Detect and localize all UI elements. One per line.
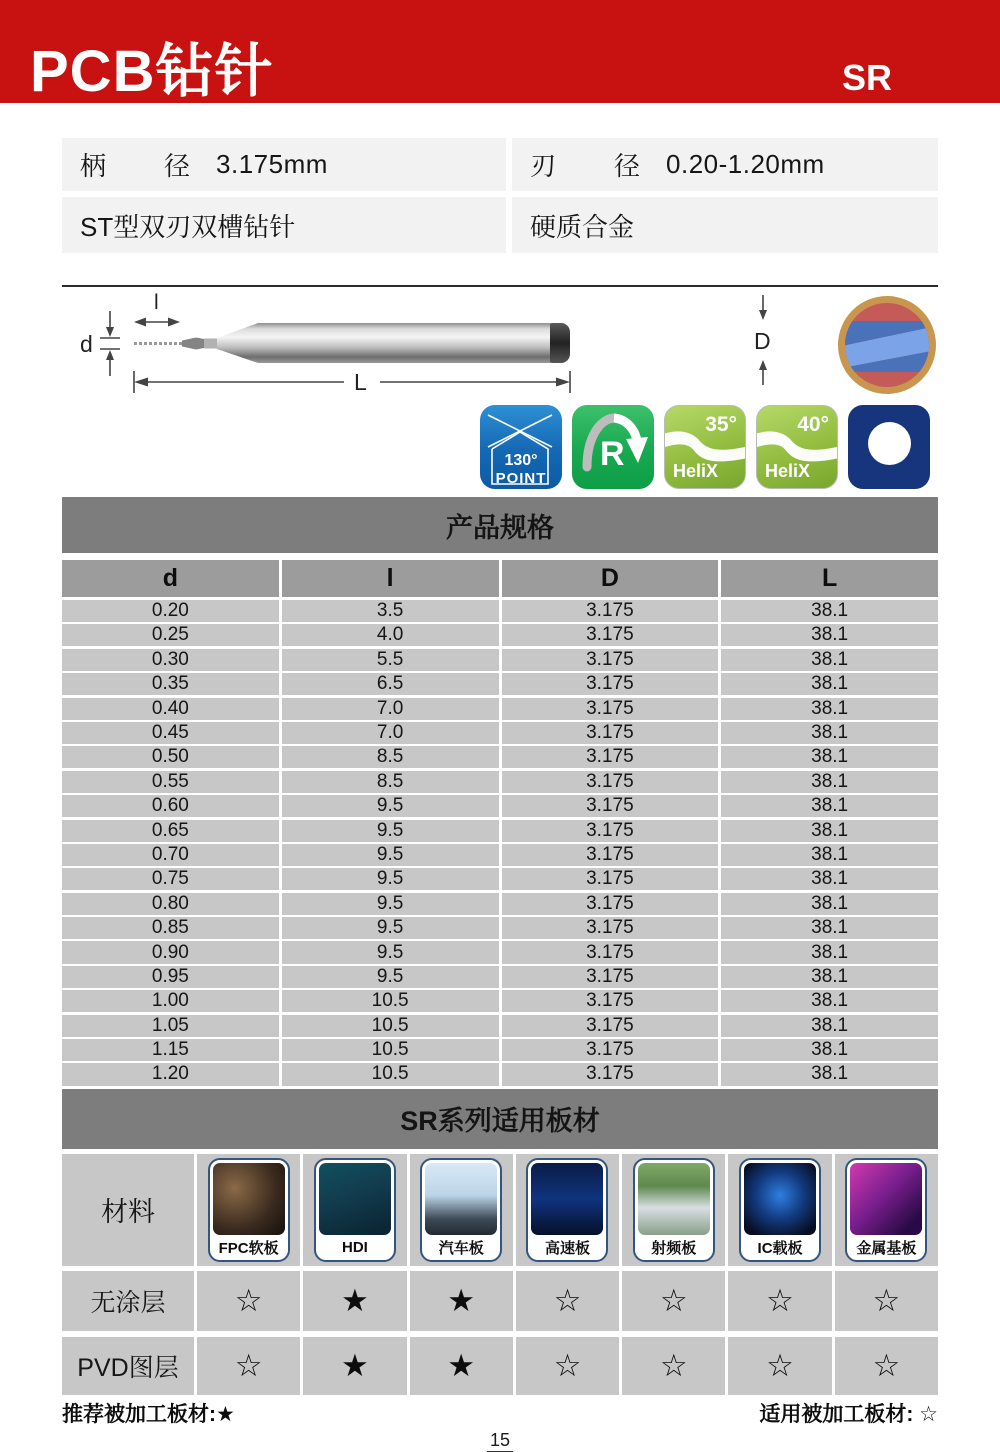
spec-table-column-header: [62, 560, 938, 597]
spec-table-cell: 5.5: [282, 649, 499, 671]
spec-table-cell: 3.175: [502, 941, 719, 963]
point-angle-icon: [480, 405, 562, 489]
star-outline: ☆: [197, 1271, 300, 1331]
column-header-D: D: [502, 560, 719, 597]
spec-table-cell: 38.1: [721, 1063, 938, 1085]
column-header-L: L: [721, 560, 938, 597]
dim-L-label: L: [354, 369, 367, 395]
legend-suitable: 适用被加工板材: ☆: [759, 1402, 938, 1426]
spec-table-cell: 38.1: [721, 649, 938, 671]
spec-table-row: [62, 624, 938, 646]
spec-table-cell: 38.1: [721, 990, 938, 1012]
spec-table-cell: 0.55: [62, 771, 279, 793]
spec-table-cell: 3.175: [502, 1039, 719, 1061]
spec-table-cell: 9.5: [282, 966, 499, 988]
material-cell: [516, 1154, 619, 1266]
spec-table-cell: 38.1: [721, 673, 938, 695]
helix-40-angle: 40°: [797, 413, 829, 436]
spec-table-row: [62, 673, 938, 695]
spec-table-cell: 38.1: [721, 722, 938, 744]
star-outline: ☆: [622, 1271, 725, 1331]
spec-table-row: [62, 917, 938, 939]
spec-table-cell: 3.175: [502, 698, 719, 720]
material-cell: [728, 1154, 831, 1266]
material-card: [633, 1158, 715, 1262]
drill-type-text: ST型双刃双槽钻针: [80, 211, 296, 242]
helix-label: HeliX: [673, 461, 719, 481]
spec-table-cell: 6.5: [282, 673, 499, 695]
spec-table-cell: 38.1: [721, 746, 938, 768]
spec-table-cell: 0.60: [62, 795, 279, 817]
blade-label: 刃: [530, 151, 557, 181]
material-card: [208, 1158, 290, 1262]
material-cell: [410, 1154, 513, 1266]
helix-label: HeliX: [765, 461, 811, 481]
material-card: [420, 1158, 502, 1262]
material-card: [739, 1158, 821, 1262]
rf-board-photo: [638, 1163, 710, 1235]
hdi-board-photo: [319, 1163, 391, 1235]
material-label: FPC软板: [218, 1239, 279, 1257]
shank-diameter-value: 3.175mm: [216, 149, 328, 179]
spec-table-cell: 3.175: [502, 722, 719, 744]
spec-table-row: [62, 698, 938, 720]
spec-table-cell: 3.175: [502, 771, 719, 793]
rating-row: [62, 1271, 938, 1331]
spec-table-cell: 10.5: [282, 1039, 499, 1061]
relief-grind-icon: [572, 405, 654, 489]
spec-table-title: 产品规格: [62, 497, 938, 553]
spec-table-row: [62, 893, 938, 915]
point-angle-value: 130°: [504, 452, 538, 469]
point-label: POINT: [495, 470, 547, 487]
spec-table-cell: 10.5: [282, 1063, 499, 1085]
materials-row-label: 材料: [62, 1154, 194, 1266]
material-label: 射频板: [651, 1239, 697, 1257]
drill-technical-drawing: [62, 285, 938, 403]
spec-table-cell: 7.0: [282, 698, 499, 720]
star-outline: ☆: [516, 1337, 619, 1395]
spec-table-cell: 38.1: [721, 795, 938, 817]
spec-table-cell: 3.175: [502, 917, 719, 939]
spec-table-cell: 38.1: [721, 893, 938, 915]
flexible-pcb-photo: [213, 1163, 285, 1235]
page-title: PCB钻针: [30, 39, 274, 104]
automotive-board-photo: [425, 1163, 497, 1235]
spec-table-cell: 3.175: [502, 795, 719, 817]
spec-table-cell: 0.80: [62, 893, 279, 915]
blade-diameter-value: 0.20-1.20mm: [666, 149, 825, 179]
spec-table-cell: 9.5: [282, 844, 499, 866]
blade-diameter-cell: [512, 138, 938, 191]
spec-table-cell: 3.175: [502, 868, 719, 890]
spec-table-cell: 3.175: [502, 673, 719, 695]
spec-table-cell: 38.1: [721, 868, 938, 890]
spec-table-cell: 38.1: [721, 966, 938, 988]
spec-table-cell: 3.175: [502, 746, 719, 768]
dim-D-label: D: [754, 328, 771, 354]
drill-type-cell: [62, 197, 506, 253]
spec-table-cell: 0.65: [62, 820, 279, 842]
material-label: 汽车板: [438, 1239, 484, 1257]
material-type-text: 硬质合金: [530, 211, 635, 242]
dim-l-label: l: [154, 291, 159, 314]
spec-table-cell: 9.5: [282, 941, 499, 963]
spec-table-cell: 4.0: [282, 624, 499, 646]
spec-table-row: [62, 1015, 938, 1037]
material-card: [526, 1158, 608, 1262]
series-label: SR: [841, 57, 892, 98]
material-type-cell: [512, 197, 938, 253]
spec-table-cell: 0.85: [62, 917, 279, 939]
spec-table-cell: 1.15: [62, 1039, 279, 1061]
star-outline: ☆: [622, 1337, 725, 1395]
spec-table-cell: 3.175: [502, 600, 719, 622]
material-label: 金属基板: [856, 1239, 917, 1257]
spec-table-cell: 3.175: [502, 820, 719, 842]
star-filled: ★: [303, 1271, 406, 1331]
spec-table-cell: 3.175: [502, 966, 719, 988]
spec-table-row: [62, 722, 938, 744]
star-outline: ☆: [197, 1337, 300, 1395]
spec-table-cell: 9.5: [282, 917, 499, 939]
column-header-d: d: [62, 560, 279, 597]
spec-table-cell: 9.5: [282, 868, 499, 890]
material-cell: [835, 1154, 938, 1266]
top-spec-grid: [62, 138, 938, 253]
materials-row: [62, 1154, 938, 1266]
spec-table-cell: 7.0: [282, 722, 499, 744]
spec-table-cell: 1.20: [62, 1063, 279, 1085]
spec-table-cell: 0.25: [62, 624, 279, 646]
spec-table-cell: 0.75: [62, 868, 279, 890]
page-number: 15: [487, 1430, 513, 1452]
spec-table-cell: 0.95: [62, 966, 279, 988]
spec-table-body: [62, 600, 938, 1086]
spec-table-row: [62, 771, 938, 793]
helix-35-angle: 35°: [705, 413, 737, 436]
spec-table-cell: 8.5: [282, 771, 499, 793]
material-cell: [197, 1154, 300, 1266]
high-speed-board-photo: [531, 1163, 603, 1235]
spec-table-row: [62, 844, 938, 866]
star-outline: ☆: [728, 1337, 831, 1395]
spec-table-cell: 38.1: [721, 698, 938, 720]
spec-table-row: [62, 746, 938, 768]
shank-diameter-cell: [62, 138, 506, 191]
r-letter: R: [600, 435, 625, 473]
spec-table-cell: 9.5: [282, 893, 499, 915]
materials-section-title: SR系列适用板材: [62, 1089, 938, 1149]
rating-row: [62, 1337, 938, 1395]
spec-table-cell: 1.00: [62, 990, 279, 1012]
spec-table-row: [62, 820, 938, 842]
spec-table-cell: 38.1: [721, 600, 938, 622]
spec-table-cell: 0.40: [62, 698, 279, 720]
helix-40-icon: [756, 405, 838, 489]
star-outline: ☆: [728, 1271, 831, 1331]
ic-substrate-photo: [744, 1163, 816, 1235]
spec-table-cell: 0.90: [62, 941, 279, 963]
material-cell: [622, 1154, 725, 1266]
material-card: [845, 1158, 927, 1262]
brand-logo: [837, 296, 937, 394]
material-card: [314, 1158, 396, 1262]
spec-table-cell: 3.175: [502, 844, 719, 866]
rating-row-label: 无涂层: [62, 1271, 194, 1331]
star-outline: ☆: [835, 1271, 938, 1331]
spec-table-cell: 38.1: [721, 844, 938, 866]
spec-table-cell: 0.30: [62, 649, 279, 671]
ring-circle: [868, 422, 911, 465]
spec-table-cell: 3.175: [502, 1063, 719, 1085]
shank-label: 柄: [80, 151, 107, 181]
spec-table-cell: 0.50: [62, 746, 279, 768]
spec-table-cell: 1.05: [62, 1015, 279, 1037]
rating-rows: [0, 1271, 1000, 1395]
spec-table-row: [62, 795, 938, 817]
spec-table-cell: 38.1: [721, 1039, 938, 1061]
spec-table-cell: 9.5: [282, 795, 499, 817]
spec-table-cell: 9.5: [282, 820, 499, 842]
spec-table-cell: 38.1: [721, 771, 938, 793]
legend-recommended: 推荐被加工板材:★: [62, 1402, 235, 1426]
drill-diagram-svg: [62, 287, 938, 405]
star-filled: ★: [410, 1271, 513, 1331]
star-filled: ★: [303, 1337, 406, 1395]
spec-table-row: [62, 990, 938, 1012]
spec-table-cell: 3.175: [502, 893, 719, 915]
page-number-wrap: [0, 1430, 1000, 1452]
star-outline: ☆: [516, 1271, 619, 1331]
spec-table-cell: 38.1: [721, 917, 938, 939]
spec-table-row: [62, 600, 938, 622]
spec-table-cell: 3.175: [502, 624, 719, 646]
diameter-label: 径: [614, 151, 641, 181]
diameter-label: 径: [164, 151, 191, 181]
spec-table-cell: 3.175: [502, 1015, 719, 1037]
legend-row: [62, 1398, 938, 1428]
spec-table-cell: 0.45: [62, 722, 279, 744]
material-label: IC载板: [757, 1239, 803, 1257]
spec-table-cell: 0.35: [62, 673, 279, 695]
spec-table-row: [62, 966, 938, 988]
spec-table-cell: 10.5: [282, 990, 499, 1012]
spec-table-cell: 0.70: [62, 844, 279, 866]
spec-table-cell: 3.175: [502, 649, 719, 671]
spec-table-cell: 8.5: [282, 746, 499, 768]
metal-base-board-photo: [850, 1163, 922, 1235]
rating-row-label: PVD图层: [62, 1337, 194, 1395]
spec-table-cell: 38.1: [721, 820, 938, 842]
spec-table-cell: 38.1: [721, 624, 938, 646]
spec-table-row: [62, 1063, 938, 1085]
spec-table-row: [62, 1039, 938, 1061]
helix-35-icon: [664, 405, 746, 489]
spec-table-cell: 3.5: [282, 600, 499, 622]
spec-table-row: [62, 649, 938, 671]
spec-table-cell: 3.175: [502, 990, 719, 1012]
star-filled: ★: [410, 1337, 513, 1395]
ring-icon: [848, 405, 930, 489]
material-label: HDI: [342, 1238, 368, 1256]
dim-d-label: d: [80, 331, 93, 357]
column-header-l: l: [282, 560, 499, 597]
material-label: 高速板: [544, 1239, 590, 1257]
spec-table-row: [62, 868, 938, 890]
spec-table-cell: 0.20: [62, 600, 279, 622]
spec-table-cell: 38.1: [721, 941, 938, 963]
feature-icons-row: [62, 405, 938, 493]
page-header: [0, 0, 1000, 103]
spec-table-cell: 10.5: [282, 1015, 499, 1037]
material-cell: [303, 1154, 406, 1266]
spec-table-row: [62, 941, 938, 963]
star-outline: ☆: [835, 1337, 938, 1395]
spec-table-cell: 38.1: [721, 1015, 938, 1037]
